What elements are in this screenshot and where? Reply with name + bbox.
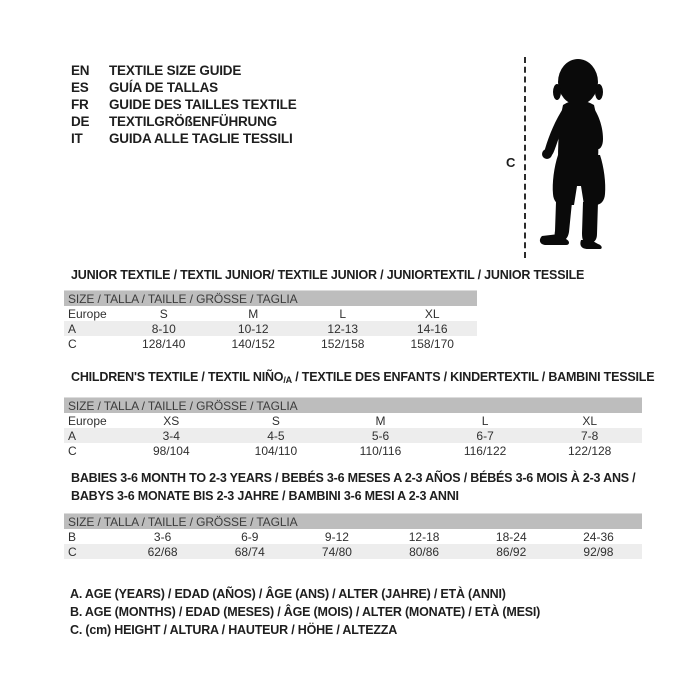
table-cell: 116/122 bbox=[463, 443, 507, 458]
language-label: GUIDA ALLE TAGLIE TESSILI bbox=[109, 131, 293, 146]
language-code: DE bbox=[71, 114, 90, 129]
legend bbox=[70, 585, 540, 639]
table-cell: 4-5 bbox=[267, 428, 285, 443]
table-cell: 3-6 bbox=[153, 529, 172, 544]
table-cell: S bbox=[271, 413, 280, 428]
table-cell: 86/92 bbox=[496, 544, 527, 559]
row-label: C bbox=[68, 544, 77, 559]
language-label: TEXTILGRÖßENFÜHRUNG bbox=[109, 114, 277, 129]
row-label: C bbox=[68, 443, 77, 458]
size-table-babies bbox=[64, 513, 642, 559]
size-table-children bbox=[64, 397, 642, 458]
table-cell: M bbox=[248, 306, 259, 321]
language-list bbox=[71, 62, 297, 147]
table-cell: 7-8 bbox=[581, 428, 599, 443]
language-row-fr bbox=[71, 96, 297, 113]
section-title-text: / TEXTILE DES ENFANTS / KINDERTEXTIL / BAMBINI TESSILE bbox=[291, 370, 655, 384]
section-title-text: JUNIOR TEXTILE / TEXTIL JUNIOR/ TEXTILE JUNIOR / JUNIORTEXTIL / JUNIOR TESSILE bbox=[71, 268, 585, 282]
table-cell: 3-4 bbox=[162, 428, 180, 443]
table-cell: 9-12 bbox=[324, 529, 349, 544]
table-cell: 104/110 bbox=[254, 443, 298, 458]
table-cell: 12-18 bbox=[408, 529, 440, 544]
table-cell: 14-16 bbox=[416, 321, 448, 336]
height-measure-label: C bbox=[506, 155, 516, 170]
row-label: C bbox=[68, 336, 77, 351]
table-cell: 6-9 bbox=[241, 529, 259, 544]
toddler-silhouette-icon bbox=[532, 55, 627, 260]
table-row-height-cm bbox=[64, 443, 642, 458]
section-title-junior bbox=[71, 266, 584, 287]
height-dashed-line bbox=[524, 57, 526, 258]
section-title-subscript: /A bbox=[283, 375, 292, 385]
size-table-header: SIZE / TALLA / TAILLE / GRÖSSE / TAGLIA bbox=[64, 513, 642, 529]
size-table-header: SIZE / TALLA / TAILLE / GRÖSSE / TAGLIA bbox=[64, 290, 477, 306]
row-label: Europe bbox=[68, 413, 107, 428]
size-table-header: SIZE / TALLA / TAILLE / GRÖSSE / TAGLIA bbox=[64, 397, 642, 413]
table-cell: 68/74 bbox=[234, 544, 265, 559]
table-cell: 10-12 bbox=[237, 321, 269, 336]
size-table-junior bbox=[64, 290, 477, 351]
row-label: Europe bbox=[68, 306, 107, 321]
baby-figure bbox=[505, 55, 640, 267]
table-cell: 24-36 bbox=[583, 529, 614, 544]
table-cell: 128/140 bbox=[142, 336, 186, 351]
table-row-europe bbox=[64, 306, 477, 321]
language-code: ES bbox=[71, 80, 89, 95]
table-row-europe bbox=[64, 413, 642, 428]
table-cell: 18-24 bbox=[495, 529, 527, 544]
table-cell: 5-6 bbox=[371, 428, 390, 443]
row-label: A bbox=[68, 428, 77, 443]
language-row-de bbox=[71, 113, 297, 130]
table-cell: XL bbox=[424, 306, 440, 321]
table-row-age-years bbox=[64, 428, 642, 443]
table-cell: L bbox=[481, 413, 489, 428]
section-title-babies bbox=[71, 469, 635, 505]
table-row-age-months bbox=[64, 529, 642, 544]
table-cell: 6-7 bbox=[476, 428, 494, 443]
language-row-en bbox=[71, 62, 297, 79]
table-cell: 80/86 bbox=[409, 544, 440, 559]
table-row-height-cm bbox=[64, 336, 477, 351]
section-title-line2: BABYS 3-6 MONATE BIS 2-3 JAHRE / BAMBINI 3-6 MESI A 2-3 ANNI bbox=[71, 489, 459, 503]
language-row-es bbox=[71, 79, 297, 96]
table-cell: 8-10 bbox=[151, 321, 176, 336]
table-cell: 140/152 bbox=[231, 336, 275, 351]
legend-line-b: B. AGE (MONTHS) / EDAD (MESES) / ÂGE (MOIS) / ALTER (MONATE) / ETÀ (MESI) bbox=[70, 605, 541, 619]
language-code: FR bbox=[71, 97, 89, 112]
table-cell: 152/158 bbox=[321, 336, 365, 351]
table-cell: M bbox=[375, 413, 386, 428]
table-cell: L bbox=[339, 306, 347, 321]
table-cell: 92/98 bbox=[583, 544, 614, 559]
language-label: TEXTILE SIZE GUIDE bbox=[109, 63, 242, 78]
language-row-it bbox=[71, 130, 297, 147]
row-label: B bbox=[68, 529, 77, 544]
table-cell: 158/170 bbox=[410, 336, 454, 351]
table-cell: 110/116 bbox=[359, 443, 402, 458]
table-row-height-cm bbox=[64, 544, 642, 559]
language-code: IT bbox=[71, 131, 83, 146]
row-label: A bbox=[68, 321, 77, 336]
section-title-text: BABIES 3-6 MONTH TO 2-3 YEARS / BEBÉS 3-6 MESES A 2-3 AÑOS / BÉBÉS 3-6 MOIS À 2-3 ANS / bbox=[71, 471, 636, 485]
section-title-text: CHILDREN'S TEXTILE / TEXTIL NIÑO bbox=[71, 370, 284, 384]
language-label: GUÍA DE TALLAS bbox=[109, 80, 218, 95]
table-cell: S bbox=[159, 306, 168, 321]
legend-line-c: C. (cm) HEIGHT / ALTURA / HAUTEUR / HÖHE / ALTEZZA bbox=[70, 623, 398, 637]
table-cell: 98/104 bbox=[152, 443, 190, 458]
table-cell: 12-13 bbox=[327, 321, 359, 336]
language-code: EN bbox=[71, 63, 90, 78]
table-row-age-years bbox=[64, 321, 477, 336]
table-cell: 62/68 bbox=[147, 544, 178, 559]
table-cell: XL bbox=[582, 413, 598, 428]
table-cell: XS bbox=[163, 413, 180, 428]
table-cell: 74/80 bbox=[321, 544, 352, 559]
legend-line-a: A. AGE (YEARS) / EDAD (AÑOS) / ÂGE (ANS) / ALTER (JAHRE) / ETÀ (ANNI) bbox=[70, 587, 506, 601]
table-cell: 122/128 bbox=[567, 443, 612, 458]
language-label: GUIDE DES TAILLES TEXTILE bbox=[109, 97, 297, 112]
section-title-children bbox=[71, 368, 654, 389]
